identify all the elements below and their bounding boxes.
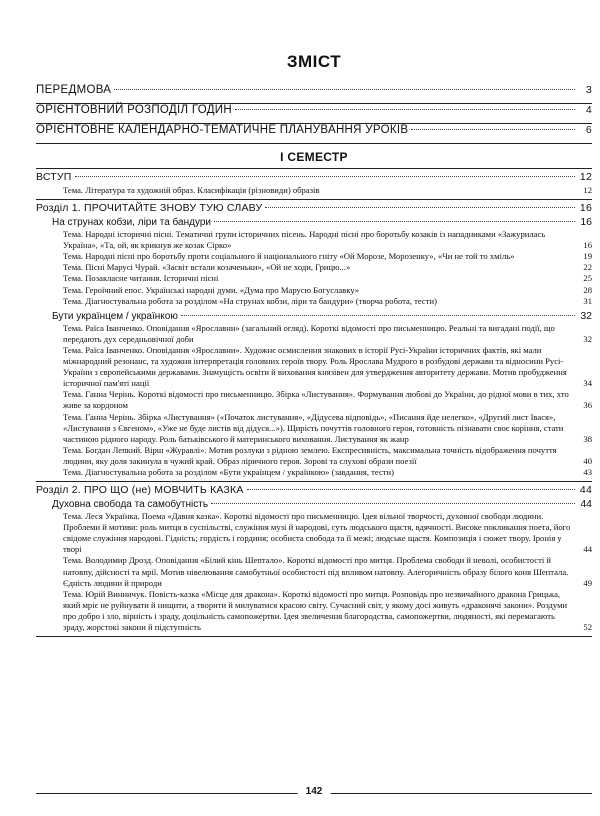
toc-entry[interactable]: Тема. Володимир Дрозд. Оповідання «Білий кінь Шептало». Короткі відомості про митця. Проблема свободи й неволі, особистості й натовпу, дійсності та мрії. Мотив нівелювання самобутньої особистості під впливом натовпу. Алегоричність образу білого коня Шептала. Єдність людини й природи 49 [63, 555, 592, 588]
page-footer [36, 786, 592, 800]
toc-entry[interactable]: Тема. Народні пісні про боротьбу проти соціального й національного гніту «Ой Морозе, Морозенку», «Чи не той то хміль» 19 [63, 251, 592, 262]
toc-section-heading[interactable]: ВСТУП 12 [36, 171, 592, 183]
table-of-contents [36, 52, 592, 637]
toc-subsection-heading[interactable]: На струнах кобзи, ліри та бандури 16 [52, 216, 592, 229]
toc-front-item[interactable] [36, 84, 592, 104]
toc-item-label: ОРІЄНТОВНЕ КАЛЕНДАРНО-ТЕМАТИЧНЕ ПЛАНУВАННЯ УРОКІВ [36, 124, 409, 136]
toc-entry[interactable]: Тема. Література та художній образ. Класифікація (різновиди) образів 12 [63, 185, 592, 195]
toc-entry[interactable]: Тема. Пісні Марусі Чурай. «Засвіт встали козаченьки», «Ой не ходи, Грицю...» 22 [63, 262, 592, 273]
section-2-block [36, 482, 592, 637]
toc-entry[interactable]: Тема. Ганна Черінь. Збірка «Листування» («Початок листування», «Дідусева відповідь», «Писання йде нелегко», «Другий лист Івася», «Листування з Євгеном», «Уже не буде листів від дідуся...»). Щирість почуттів головного героя, готовність пізнавати своє коріння, стати частиною рідного народу. Роль батьківського й материнського виховання. Листування як жанр 38 [63, 411, 592, 444]
toc-page-number: 3 [585, 84, 592, 96]
toc-entry[interactable]: Тема. Юрій Винничук. Повість-казка «Місце для дракона». Короткі відомості про митця. Розповідь про незвичайного дракона Грицька, який мріє не руйнувати й нищити, а творити й милуватися красою світу. Сучасний світ, у якому досі живуть «драконячі закони». Роздуми про добро і зло, вірність і зраду, доцільність самопожертви. Ідея звеличення благородства, самопожертви, людяності, які перемагають зраду, жорстокі закони й підступність 52 [63, 588, 592, 632]
toc-front-item[interactable] [36, 124, 592, 144]
toc-item-label: ПЕРЕДМОВА [36, 84, 112, 96]
toc-subsection-heading[interactable]: Бути українцем / українкою 32 [52, 309, 592, 322]
toc-entry[interactable]: Тема. Ганна Черінь. Короткі відомості про письменницю. Збірка «Листування». Формування любові до України, до рідної мови в тих, хто живе за кордоном 36 [63, 389, 592, 411]
semester-heading: І СЕМЕСТР [280, 150, 348, 164]
toc-page-number: 6 [585, 124, 592, 136]
toc-entry[interactable]: Тема. Богдан Лепкий. Вірш «Журавлі». Мотив розлуки з рідною землею. Експресивність, максимальна точність відображення почуття людини, яку доля закинула в чужий край. Образ ліричного героя. Зорові та слухові образи поезії 40 [63, 444, 592, 466]
toc-item-label: ОРІЄНТОВНИЙ РОЗПОДІЛ ГОДИН [36, 104, 232, 116]
toc-entry[interactable]: Тема. Діагностувальна робота за розділом «Бути українцем / українкою» (завдання, тести) 43 [63, 466, 592, 477]
intro-block [36, 168, 592, 200]
page-number: 142 [298, 786, 331, 797]
toc-entry[interactable]: Тема. Леся Українка. Поема «Давня казка». Короткі відомості про письменницю. Ідея вільної творчості, духовної свободи людини. Проблеми й мотиви: роль митця в суспільстві, служіння музі й народові, суть людського щастя, вдячності. Високе покликання поета, його свідоме служіння народові. Гідність; гордість і гординя; особиста свобода та її межі; людське щастя. Композиція і сюжет твору. Іронія у творі 44 [63, 511, 592, 555]
toc-section-heading[interactable]: Розділ 2. ПРО ЩО (не) МОВЧИТЬ КАЗКА 44 [36, 484, 592, 497]
toc-entry[interactable]: Тема. Раїса Іванченко. Оповідання «Ярославни». Художнє осмислення знакових в історії Русі-України історичних фактів, які мали міжнародний резонанс, та художня інтерпретація головних героїв твору. Роль Ярослава Мудрого в розбудові держави та відносини Русі-України з європейськими державами. Значущість освіти й виховання князівен для утвердження авторитету держави. Мотив пробудження історичної пам'яті нації 34 [63, 344, 592, 389]
toc-entry[interactable]: Тема. Позакласне читання. Історичні пісні 25 [63, 273, 592, 284]
toc-front-item[interactable] [36, 104, 592, 124]
section-1-block [36, 200, 592, 482]
toc-page-number: 4 [585, 104, 592, 116]
toc-entry[interactable]: Тема. Народні історичні пісні. Тематичні групи історичних пісень. Народні пісні про боротьбу козаків із нападниками «Зажурилась Україна», «Та, ой, як крикнув же козак Сірко» 16 [63, 229, 592, 251]
toc-section-heading[interactable]: Розділ 1. ПРОЧИТАЙТЕ ЗНОВУ ТУЮ СЛАВУ 16 [36, 202, 592, 215]
toc-entry[interactable]: Тема. Раїса Іванченко. Оповідання «Ярославни» (загальний огляд). Короткі відомості про письменницю. Реальні та вигадані події, що передають дух середньовічної доби 32 [63, 322, 592, 344]
toc-subsection-heading[interactable]: Духовна свобода та самобутність 44 [52, 498, 592, 511]
toc-entry[interactable]: Тема. Героїчний епос. Українські народні думи. «Дума про Марусю Богуславку» 28 [63, 284, 592, 295]
toc-entry[interactable]: Тема. Діагностувальна робота за розділом «На струнах кобзи, ліри та бандури» (творча робота, тести) 31 [63, 295, 592, 306]
page-title: ЗМІСТ [286, 52, 342, 71]
